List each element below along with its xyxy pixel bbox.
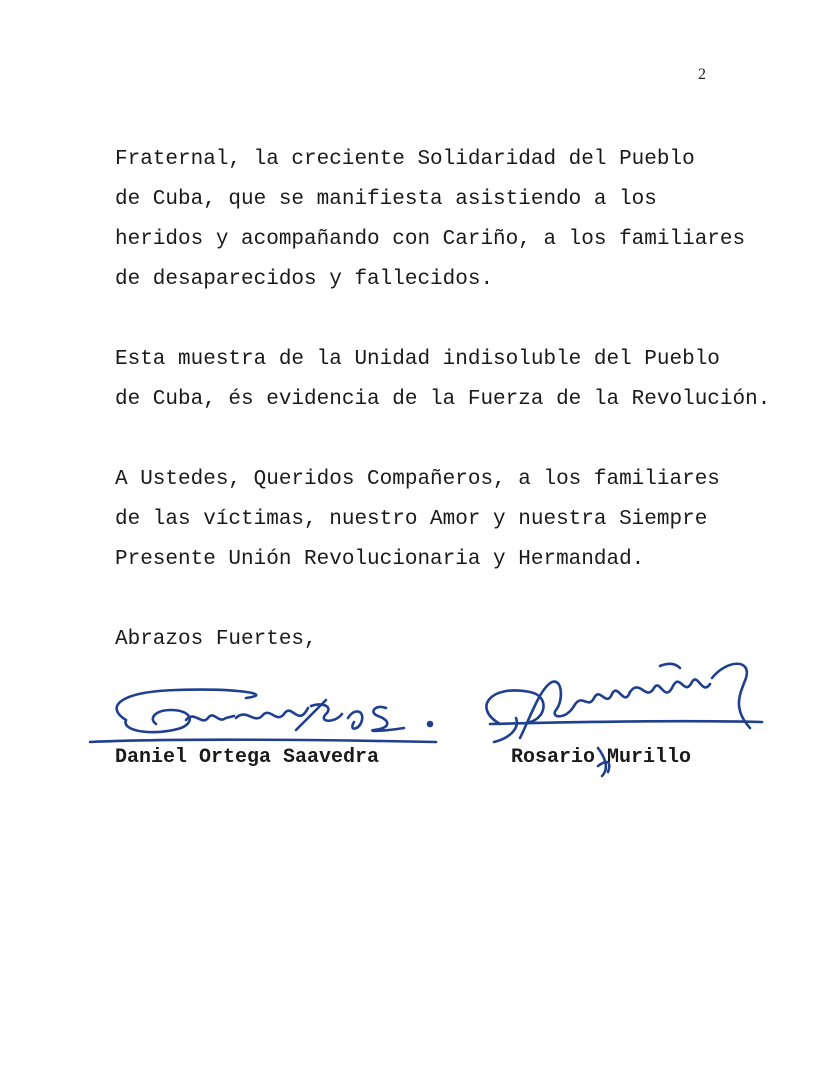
text-line: Esta muestra de la Unidad indisoluble del Pueblo <box>115 348 720 371</box>
text-line: heridos y acompañando con Cariño, a los familiares <box>115 228 746 251</box>
signature-daniel-ortega <box>86 680 446 750</box>
letter-body <box>115 140 771 660</box>
text-line: A Ustedes, Queridos Compañeros, a los familiares <box>115 468 720 491</box>
paragraph-3 <box>115 460 720 580</box>
signatory-name-2: Rosario Murillo <box>511 746 692 769</box>
text-line: Fraternal, la creciente Solidaridad del Pueblo <box>115 148 695 171</box>
paragraph-2 <box>115 340 771 420</box>
page-number: 2 <box>698 66 706 83</box>
signatory-name-1: Daniel Ortega Saavedra <box>115 746 380 769</box>
text-line: de Cuba, és evidencia de la Fuerza de la Revolución. <box>115 388 771 411</box>
paragraph-1 <box>115 140 746 300</box>
signature-stroke <box>90 690 436 742</box>
closing-line: Abrazos Fuertes, <box>115 628 317 651</box>
text-line: Presente Unión Revolucionaria y Hermandad. <box>115 548 645 571</box>
text-line: de las víctimas, nuestro Amor y nuestra Siempre <box>115 508 708 531</box>
text-line: de Cuba, que se manifiesta asistiendo a los <box>115 188 657 211</box>
text-line: de desaparecidos y fallecidos. <box>115 268 494 291</box>
